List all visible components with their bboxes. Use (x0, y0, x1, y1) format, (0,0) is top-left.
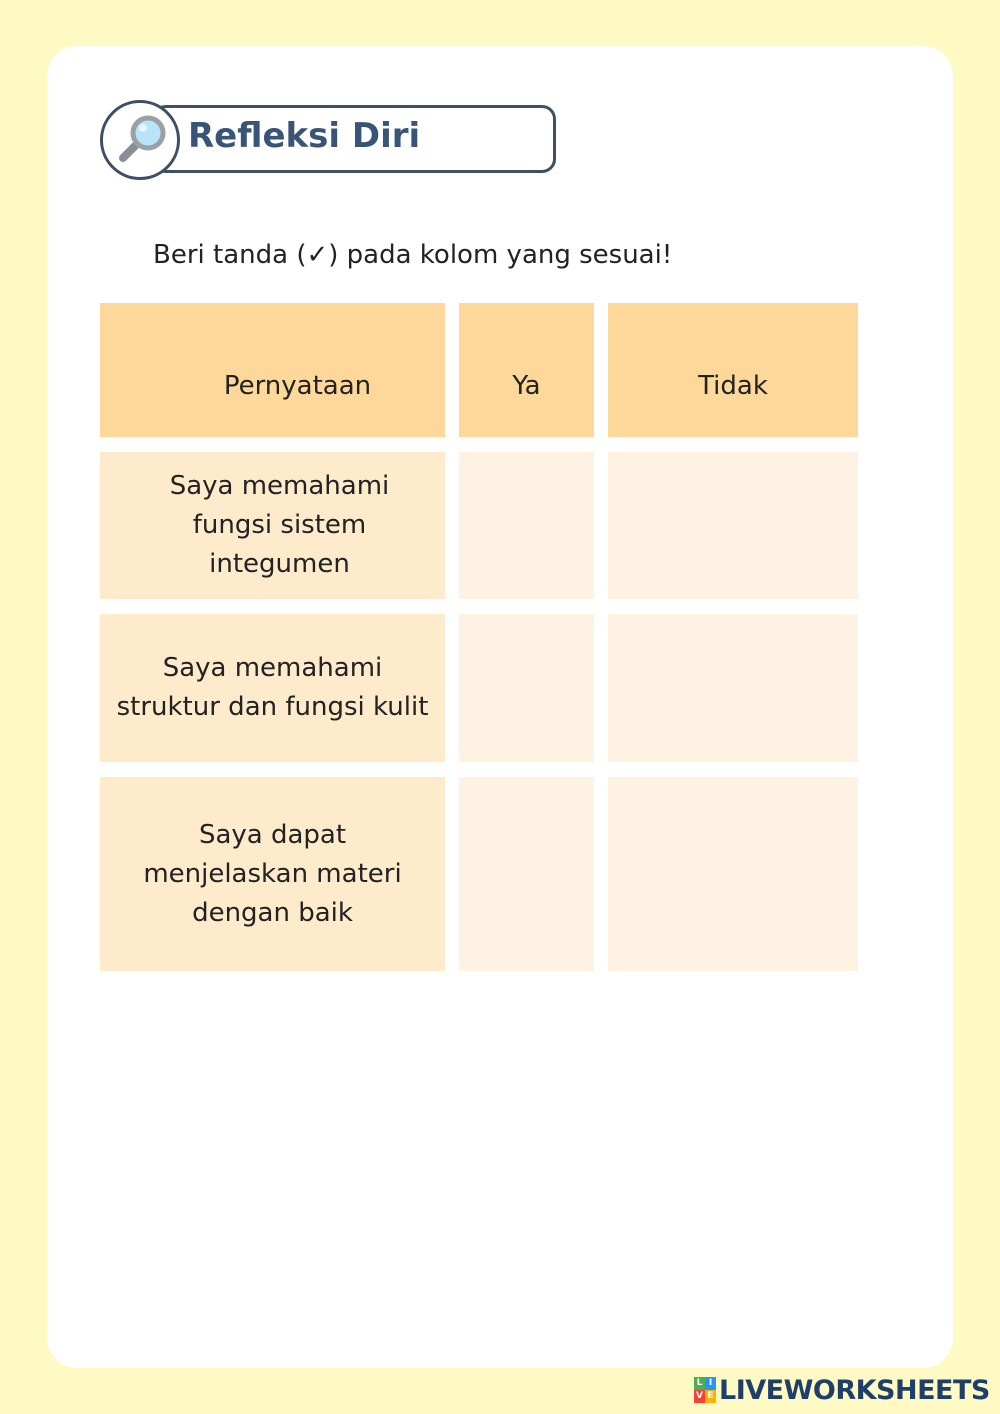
liveworksheets-logo[interactable] (694, 1374, 990, 1406)
logo-letter: L (694, 1377, 705, 1390)
logo-letter: E (705, 1390, 716, 1403)
checkbox-ya-cell[interactable] (459, 777, 594, 971)
checkbox-ya-cell[interactable] (459, 614, 594, 762)
brand-name: LIVEWORKSHEETS (719, 1374, 990, 1406)
checkbox-tidak-cell[interactable] (608, 614, 858, 762)
magnifier-icon (100, 100, 180, 180)
page-title: Refleksi Diri (188, 116, 421, 156)
logo-letter: I (705, 1377, 716, 1390)
column-header-tidak: Tidak (608, 303, 858, 437)
column-header-pernyataan: Pernyataan (100, 303, 445, 437)
statement-cell: Saya memahami struktur dan fungsi kulit (100, 614, 445, 762)
column-header-ya: Ya (459, 303, 594, 437)
checkbox-tidak-cell[interactable] (608, 452, 858, 599)
checkbox-ya-cell[interactable] (459, 452, 594, 599)
statement-cell: Saya memahami fungsi sistem integumen (100, 452, 445, 599)
statement-cell: Saya dapat menjelaskan materi dengan baik (100, 777, 445, 971)
logo-letter: V (694, 1390, 705, 1403)
logo-mark-icon (694, 1377, 716, 1403)
checkbox-tidak-cell[interactable] (608, 777, 858, 971)
instruction-text: Beri tanda (✓) pada kolom yang sesuai! (153, 240, 673, 270)
